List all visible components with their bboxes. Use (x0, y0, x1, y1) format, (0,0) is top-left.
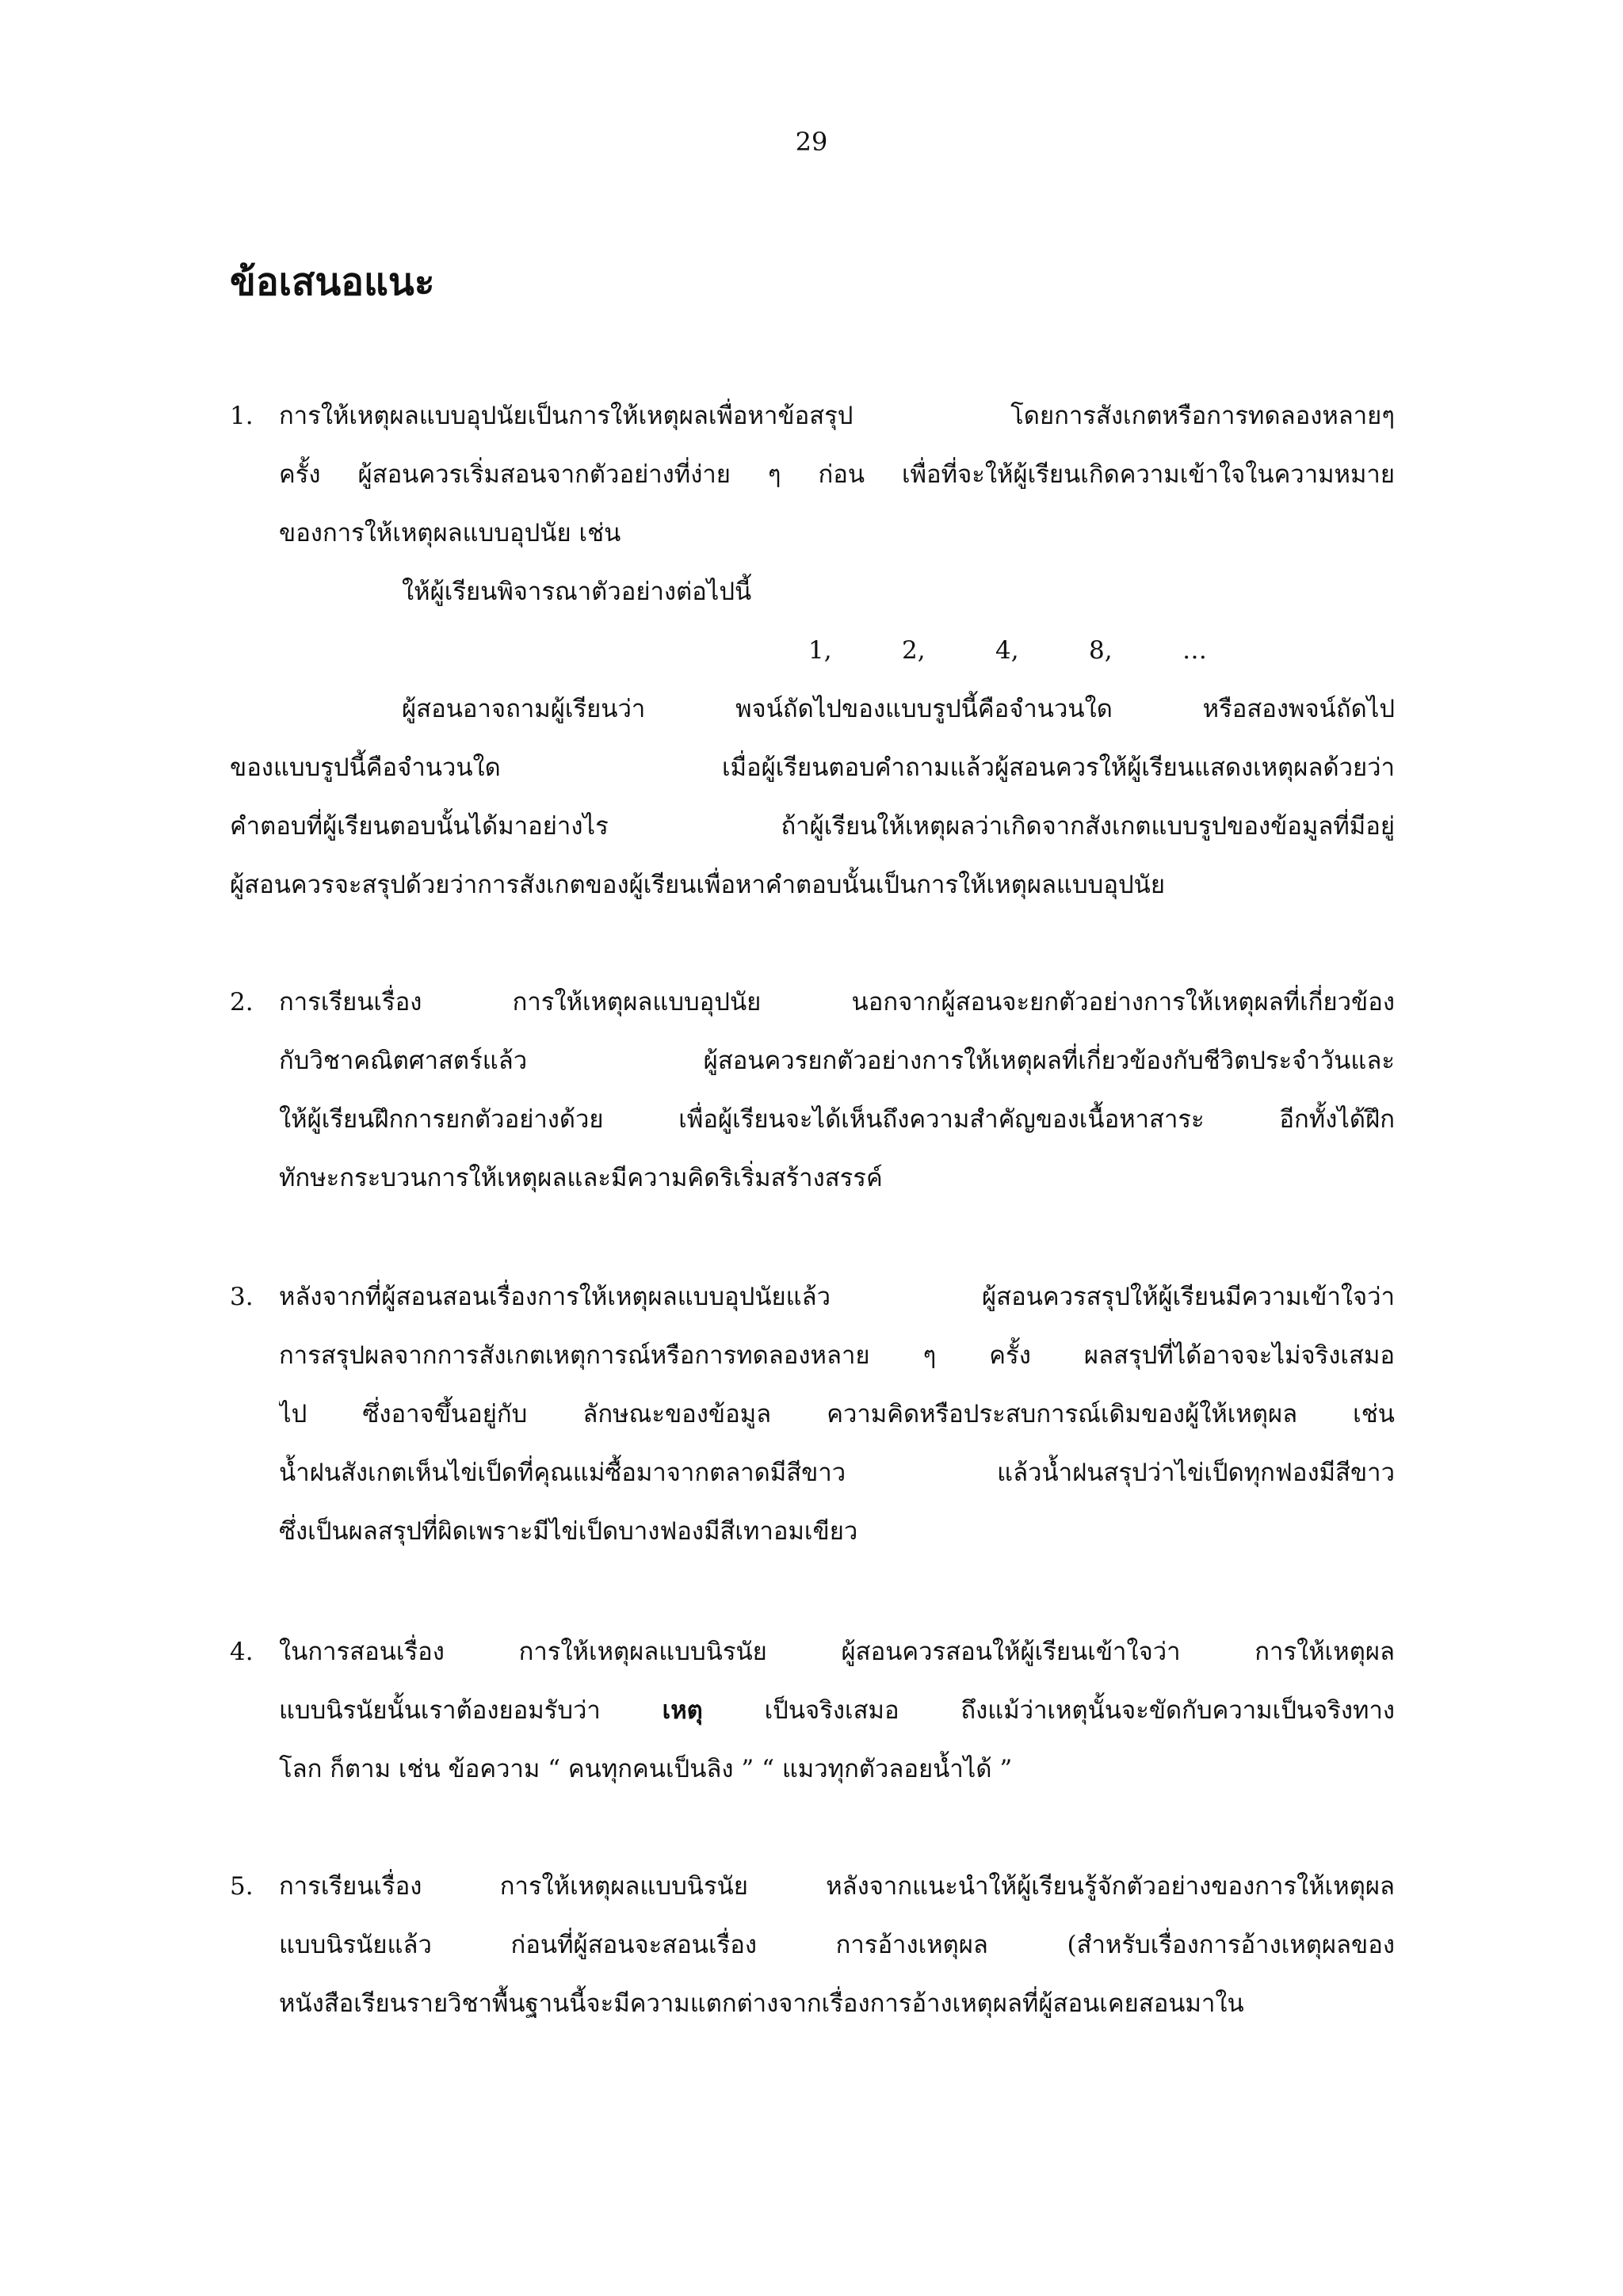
text-line: ของแบบรูปนี้คือจำนวนใด เมื่อผู้เรียนตอบคำถามแล้วผู้สอนควรให้ผู้เรียนแสดงเหตุผลด้วยว่า (230, 753, 1395, 782)
text-line: การสรุปผลจากการสังเกตเหตุการณ์หรือการทดลองหลาย ๆ ครั้ง ผลสรุปที่ได้อาจจะไม่จริงเสมอ (279, 1341, 1395, 1370)
text-line: หนังสือเรียนรายวิชาพื้นฐานนี้จะมีความแตกต่างจากเรื่องการอ้างเหตุผลที่ผู้สอนเคยสอนมาใน (279, 1989, 1244, 2018)
text-line: โลก ก็ตาม เช่น ข้อความ “ คนทุกคนเป็นลิง ” “ แมวทุกตัวลอยน้ำได้ ” (279, 1755, 1013, 1783)
text-line: ครั้ง ผู้สอนควรเริ่มสอนจากตัวอย่างที่ง่าย ๆ ก่อน เพื่อที่จะให้ผู้เรียนเกิดความเข้าใจในความหมาย (279, 460, 1395, 489)
item-text (279, 1857, 1395, 2033)
text-line: ของการให้เหตุผลแบบอุปนัย เช่น (279, 519, 621, 547)
text-line: คำตอบที่ผู้เรียนตอบนั้นได้มาอย่างไร ถ้าผู้เรียนให้เหตุผลว่าเกิดจากสังเกตแบบรูปของข้อมูลที่มีอยู่ (230, 812, 1395, 841)
item-number: 3. (230, 1283, 254, 1311)
text-segment: เป็นจริงเสมอ ถึงแม้ว่าเหตุนั้นจะขัดกับความเป็นจริงทาง (702, 1696, 1395, 1725)
text-line: การเรียนเรื่อง การให้เหตุผลแบบนิรนัย หลังจากแนะนำให้ผู้เรียนรู้จักตัวอย่างของการให้เหตุผล (279, 1872, 1395, 1901)
sequence-term: 2, (902, 636, 926, 665)
text-line: การเรียนเรื่อง การให้เหตุผลแบบอุปนัย นอกจากผู้สอนจะยกตัวอย่างการให้เหตุผลที่เกี่ยวข้อง (279, 988, 1395, 1016)
item-text (279, 387, 1395, 680)
item-number: 1. (230, 402, 254, 430)
item-1-paragraph (230, 680, 1395, 914)
text-line: ซึ่งเป็นผลสรุปที่ผิดเพราะมีไข่เป็ดบางฟองมีสีเทาอมเขียว (279, 1517, 858, 1546)
text-line: ในการสอนเรื่อง การให้เหตุผลแบบนิรนัย ผู้สอนควรสอนให้ผู้เรียนเข้าใจว่า การให้เหตุผล (279, 1638, 1395, 1666)
bold-term: เหตุ (662, 1696, 703, 1725)
item-number: 4. (230, 1638, 254, 1666)
text-line: ผู้สอนอาจถามผู้เรียนว่า พจน์ถัดไปของแบบรูปนี้คือจำนวนใด หรือสองพจน์ถัดไป (402, 695, 1395, 723)
item-text (279, 973, 1395, 1207)
text-line: หลังจากที่ผู้สอนสอนเรื่องการให้เหตุผลแบบอุปนัยแล้ว ผู้สอนควรสรุปให้ผู้เรียนมีความเข้าใจว่า (279, 1283, 1395, 1311)
item-text (279, 1623, 1395, 1798)
sequence-term: 4, (995, 636, 1019, 665)
sequence-term: … (1182, 636, 1207, 665)
item-number: 2. (230, 988, 254, 1016)
text-line: ทักษะกระบวนการให้เหตุผลและมีความคิดริเริ่มสร้างสรรค์ (279, 1164, 883, 1192)
sequence-term: 1, (808, 636, 832, 665)
page-number: 29 (795, 127, 828, 157)
item-text (279, 1268, 1395, 1561)
text-line: การให้เหตุผลแบบอุปนัยเป็นการให้เหตุผลเพื่อหาข้อสรุป โดยการสังเกตหรือการทดลองหลายๆ (279, 402, 1395, 430)
example-intro: ให้ผู้เรียนพิจารณาตัวอย่างต่อไปนี้ (402, 578, 752, 606)
item-number: 5. (230, 1872, 254, 1901)
sequence-term: 8, (1089, 636, 1113, 665)
text-line: แบบนิรนัยแล้ว ก่อนที่ผู้สอนจะสอนเรื่อง การอ้างเหตุผล (สำหรับเรื่องการอ้างเหตุผลของ (279, 1931, 1395, 1959)
text-line: น้ำฝนสังเกตเห็นไข่เป็ดที่คุณแม่ซื้อมาจากตลาดมีสีขาว แล้วน้ำฝนสรุปว่าไข่เป็ดทุกฟองมีสีขาว (279, 1459, 1395, 1487)
text-line: ให้ผู้เรียนฝึกการยกตัวอย่างด้วย เพื่อผู้เรียนจะได้เห็นถึงความสำคัญของเนื้อหาสาระ อีกทั้งได้ฝึก (279, 1105, 1395, 1134)
text-line: ไป ซึ่งอาจขึ้นอยู่กับ ลักษณะของข้อมูล ความคิดหรือประสบการณ์เดิมของผู้ให้เหตุผล เช่น (279, 1400, 1395, 1428)
section-heading: ข้อเสนอแนะ (230, 260, 435, 304)
text-line-with-bold (279, 1681, 1395, 1740)
text-line: ผู้สอนควรจะสรุปด้วยว่าการสังเกตของผู้เรียนเพื่อหาคำตอบนั้นเป็นการให้เหตุผลแบบอุปนัย (230, 871, 1165, 899)
text-segment: แบบนิรนัยนั้นเราต้องยอมรับว่า (279, 1696, 663, 1725)
number-sequence (279, 621, 1395, 680)
text-line: กับวิชาคณิตศาสตร์แล้ว ผู้สอนควรยกตัวอย่างการให้เหตุผลที่เกี่ยวข้องกับชีวิตประจำวันและ (279, 1047, 1395, 1075)
